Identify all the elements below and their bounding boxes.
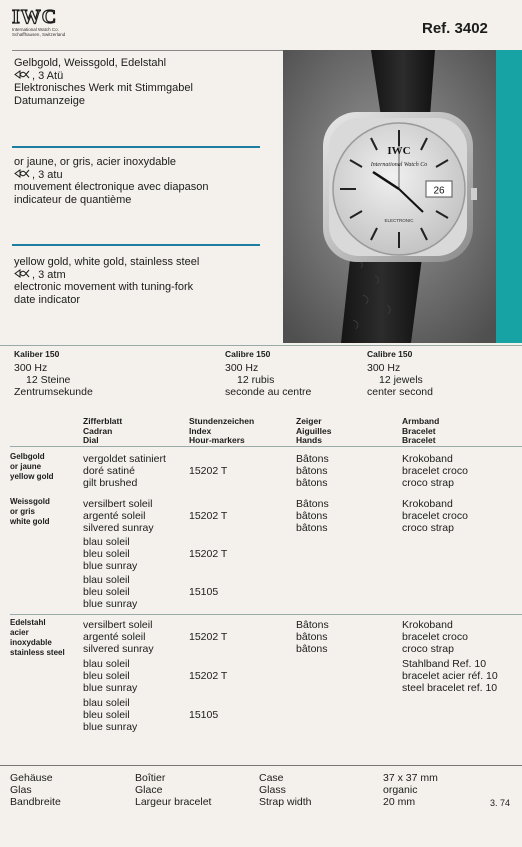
dial-white-3: blau soleil bleu soleil blue sunray [83,574,138,610]
strap-steel: Krokoband bracelet croco croco strap [402,619,468,655]
marker-gold: 15202 T [189,465,228,477]
dial-gold: vergoldet satiniert doré satiné gilt brushed [83,453,166,489]
dial-sub: ELECTRONIC [384,218,414,223]
material-white-gold: Weissgold or gris white gold [10,497,50,526]
strap-gold: Krokoband bracelet croco croco strap [402,453,468,489]
caliber-col-fr: Calibre 150 300 Hz 12 rubis seconde au centre [225,349,312,398]
caliber-title-fr: Calibre 150 [225,349,271,359]
dial-white-1: versilbert soleil argenté soleil silvered sunray [83,498,154,534]
marker-steel-3: 15105 [189,709,219,721]
footer-divider [0,765,522,766]
logo-line-2: Schaffhausen, Switzerland [12,32,66,37]
intro-de-movement: Elektronisches Werk mit Stimmgabel [14,82,193,94]
intro-en-material: yellow gold, white gold, stainless steel [14,256,200,268]
blue-divider-1 [12,146,260,148]
intro-en-water: , 3 atm [14,269,199,282]
material-gold: Gelbgold or jaune yellow gold [10,452,54,481]
hands-white: Bâtons bâtons bâtons [296,498,329,534]
intro-fr-water: , 3 atu [14,169,208,182]
hands-steel: Bâtons bâtons bâtons [296,619,329,655]
water-resistance-icon [14,269,32,282]
strap-steel-2: Stahlband Ref. 10 bracelet acier réf. 10 steel bracelet ref. 10 [402,658,498,694]
material-steel: Edelstahl acier inoxydable stainless steel [10,618,65,657]
marker-steel-2: 15202 T [189,670,228,682]
header-hands: Zeiger Aiguilles Hands [296,416,332,445]
header-markers: Stundenzeichen Index Hour-markers [189,416,255,445]
iwc-logo [12,7,65,37]
table-header-divider [10,446,522,447]
intro-de-water: , 3 Atü [14,70,193,83]
teal-accent-bar [496,50,522,343]
water-resistance-icon [14,70,32,83]
dial-text: International Watch Co [370,162,428,168]
marker-white-1: 15202 T [189,510,228,522]
intro-fr-material: or jaune, or gris, acier inoxydable [14,156,177,168]
dial-steel-2: blau soleil bleu soleil blue sunray [83,658,138,694]
caliber-title-de: Kaliber 150 [14,349,60,359]
marker-white-3: 15105 [189,586,219,598]
reference-number: Ref. 3402 [422,20,488,37]
marker-steel-1: 15202 T [189,631,228,643]
dial-steel-1: versilbert soleil argenté soleil silvered sunray [83,619,154,655]
intro-en-date: date indicator [14,293,81,306]
header-dial: Zifferblatt Cadran Dial [83,416,123,445]
intro-german [14,57,193,107]
header-strap: Armband Bracelet Bracelet [402,416,440,445]
caliber-col-en: Calibre 150 300 Hz 12 jewels center second [367,349,433,398]
intro-fr-date: indicateur de quantième [14,193,132,206]
steel-divider [10,614,522,615]
dial-logo: IWC [387,145,411,157]
dial-steel-3: blau soleil bleu soleil blue sunray [83,697,138,733]
caliber-title-en: Calibre 150 [367,349,413,359]
footer-en: Case Glass Strap width [259,772,312,808]
watch-photo [283,50,496,343]
strap-white: Krokoband bracelet croco croco strap [402,498,468,534]
caliber-divider [0,345,522,346]
intro-de-date: Datumanzeige [14,94,85,107]
intro-french [14,156,208,206]
intro-english [14,256,199,306]
intro-fr-movement: mouvement électronique avec diapason [14,181,209,193]
dial-white-2: blau soleil bleu soleil blue sunray [83,536,138,572]
logo-line-1: International Watch Co. [12,27,59,32]
water-resistance-icon [14,169,32,182]
intro-en-movement: electronic movement with tuning-fork [14,281,194,293]
hands-gold: Bâtons bâtons bâtons [296,453,329,489]
footer-values: 37 x 37 mm organic 20 mm [383,772,438,808]
page-number: 3. 74 [490,798,511,808]
logo-text: IWC [12,6,58,28]
intro-de-material: Gelbgold, Weissgold, Edelstahl [14,57,167,69]
footer-de: Gehäuse Glas Bandbreite [10,772,61,808]
footer-fr: Boîtier Glace Largeur bracelet [135,772,212,808]
marker-white-2: 15202 T [189,548,228,560]
blue-divider-2 [12,244,260,246]
date-window: 26 [433,185,445,197]
caliber-col-de: Kaliber 150 300 Hz 12 Steine Zentrumsekunde [14,349,93,398]
